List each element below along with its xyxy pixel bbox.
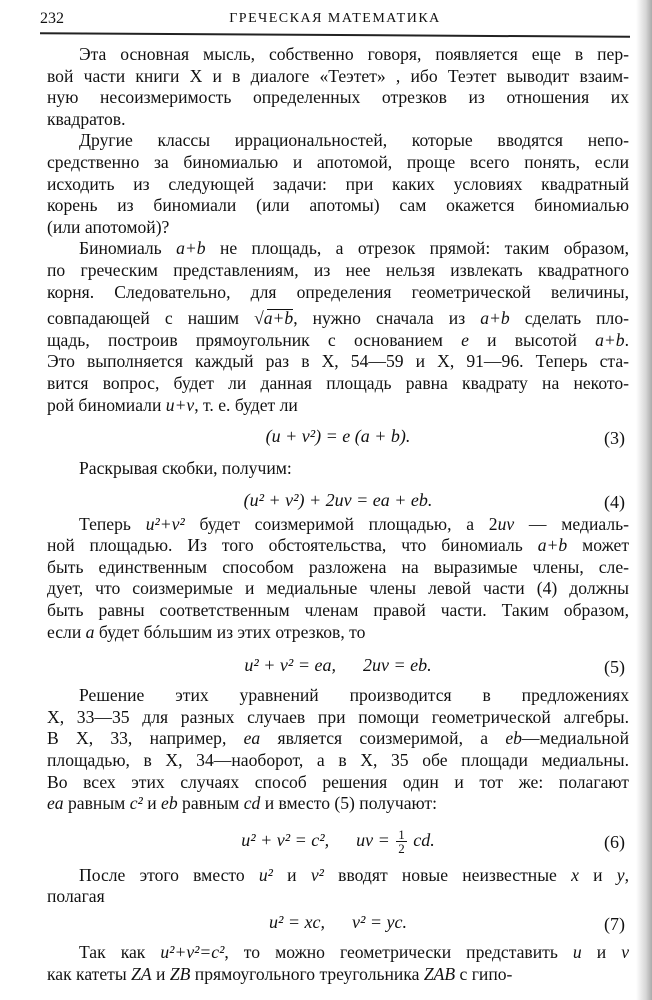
equation-expr: u² = xc, v² = yc.: [268, 912, 408, 932]
equation-number: (7): [604, 914, 625, 934]
header-rule: [40, 32, 630, 38]
text-run: и: [142, 793, 162, 814]
text-run: квадратов.: [47, 108, 126, 129]
text-run: и: [272, 864, 311, 885]
text-line: [47, 195, 629, 217]
text-line: [47, 373, 629, 395]
text-line: [47, 395, 629, 417]
text-run: , то можно геометрически представить: [224, 942, 573, 962]
text-line: [47, 514, 629, 536]
math-inline: ZA: [131, 963, 152, 984]
text-run: по греческим представлениям, из нее нельзя извлекать квадратного: [47, 259, 629, 280]
equation-number: (5): [604, 657, 625, 678]
fraction: [396, 828, 407, 855]
text-line: [47, 44, 629, 66]
math-inline: u²: [258, 864, 273, 885]
text-run: и: [151, 963, 170, 984]
text-run: вводят новые неизвестные: [323, 864, 572, 885]
math-inline: eb: [505, 728, 522, 749]
text-run: и вместо (5) получают:: [260, 793, 438, 814]
text-line: [47, 750, 629, 772]
text-line: [47, 330, 629, 352]
square-root-expression: √a+b: [254, 308, 294, 329]
text-line: [47, 458, 629, 480]
math-inline: u²+v²: [145, 513, 185, 534]
text-run: X, 33—35 для разных случаев при помощи геометрической алгебры.: [47, 706, 629, 727]
page-binding-shadow: [636, 0, 652, 1000]
paragraph: [47, 514, 629, 644]
math-inline: eb: [161, 793, 178, 814]
math-inline: u²+v²=c²: [160, 942, 225, 962]
math-inline: x: [571, 864, 579, 885]
text-run: Во всех этих случаях способ решения один и тот же: полагают: [47, 771, 629, 792]
text-run: равным: [177, 793, 244, 814]
text-run: может: [567, 535, 630, 556]
text-line: [47, 66, 629, 88]
text-run: прямоугольного треугольника: [190, 963, 424, 984]
text-run: Решение этих уравнений производится в предложениях: [79, 685, 629, 706]
math-inline: a+b: [480, 308, 510, 329]
text-run: .: [624, 329, 629, 350]
text-run: После этого вместо: [79, 864, 259, 885]
math-inline: a: [85, 621, 95, 642]
text-line: [47, 535, 629, 557]
text-run: средственно за биномиалью и апотомой, проще всего понять, если: [47, 151, 629, 172]
page-number: 232: [40, 10, 64, 27]
text-run: полагая: [47, 886, 105, 907]
paragraph: [47, 865, 629, 908]
fraction-denominator: 2: [398, 841, 405, 857]
text-run: (или апотомой)?: [47, 216, 170, 237]
equation-number: (6): [604, 831, 625, 852]
text-run: ,: [624, 864, 629, 885]
text-line: [47, 865, 629, 887]
text-run: вится вопрос, будет ли данная площадь равна квадрату на некото-: [47, 372, 629, 393]
equation-6: [47, 823, 629, 857]
text-run: дует, что соизмеримые и медиальные члены левой части (4) должны: [47, 578, 629, 599]
equation-number: (3): [604, 428, 625, 449]
text-line: [47, 217, 629, 239]
paragraph: [47, 685, 629, 815]
math-inline: ZB: [169, 963, 191, 984]
equation-7: [47, 908, 629, 936]
math-inline: e: [461, 329, 469, 350]
text-line: [47, 303, 629, 330]
math-inline: uv: [497, 513, 515, 534]
math-inline: v²: [310, 864, 324, 885]
text-run: рой биномиали: [47, 394, 166, 415]
equation-5: [47, 651, 629, 679]
math-inline: c²: [129, 793, 143, 814]
paragraph: [47, 238, 629, 416]
equation-expr: u² + v² = ea, 2uv = eb.: [244, 655, 432, 676]
math-inline: y: [616, 864, 625, 885]
text-run: с гипо-: [455, 963, 513, 984]
text-run: Биномиаль: [79, 238, 177, 259]
math-inline: u+v: [165, 394, 195, 415]
text-run: как катеты: [47, 963, 132, 984]
text-run: не площадь, а отрезок прямой: таким образом,: [205, 238, 629, 259]
paragraph: [47, 942, 629, 985]
equation-3: [47, 422, 629, 450]
math-inline: v: [621, 942, 629, 962]
text-run: щадь, построив прямоугольник с основанием: [47, 329, 462, 350]
text-run: площадью, в X, 34—наоборот, а в X, 35 обе площади медиальны.: [47, 750, 629, 771]
text-run: исходить из следующей задачи: при каких условиях квадратный: [47, 173, 629, 194]
text-line: [47, 622, 629, 644]
text-line: [47, 109, 629, 131]
text-run: и: [581, 942, 622, 962]
paragraph: [47, 44, 629, 130]
equation-number: (4): [604, 491, 625, 512]
text-run: является соизмеримой, а: [260, 728, 506, 749]
text-run: и: [578, 864, 617, 885]
text-line: [47, 600, 629, 622]
text-run: Эта основная мысль, собственно говоря, появляется еще в пер-: [79, 44, 629, 64]
running-title: ГРЕЧЕСКАЯ МАТЕМАТИКА: [229, 11, 441, 26]
equation-4: [47, 486, 629, 514]
text-line: [47, 87, 629, 109]
equation-expr: (u² + v²) + 2uv = ea + eb.: [243, 489, 433, 510]
text-line: [47, 964, 629, 986]
math-inline: ea: [243, 728, 261, 749]
text-run: будет соизмеримой площадью, а 2: [184, 513, 498, 534]
text-run: вой части книги X и в диалоге «Теэтет» , ибо Теэтет выводит взаим-: [47, 65, 629, 86]
text-run: Это выполняется каждый раз в X, 54—59 и X, 91—96. Теперь ста-: [47, 351, 629, 372]
text-line: [47, 728, 629, 750]
running-header: [40, 8, 630, 32]
text-run: корня. Следовательно, для определения геометрической величины,: [47, 281, 629, 302]
paragraph: [47, 458, 629, 480]
text-line: [47, 238, 629, 260]
text-line: [47, 351, 629, 373]
text-line: [47, 942, 629, 964]
text-line: [47, 260, 629, 282]
text-run: Другие классы иррациональностей, которые вводятся непо-: [79, 130, 629, 151]
text-run: если: [47, 621, 86, 642]
text-run: быть единственным способом разложена на выразимые члены, сле-: [47, 556, 629, 577]
text-line: [47, 152, 629, 174]
text-run: , нужно сначала из: [293, 308, 481, 329]
text-line: [47, 886, 629, 908]
text-run: совпадающей с нашим: [47, 308, 255, 329]
text-line: [47, 557, 629, 579]
equation-expr: (u + v²) = e (a + b).: [265, 426, 411, 447]
text-line: [47, 707, 629, 729]
text-line: [47, 174, 629, 196]
text-run: Теперь: [79, 513, 146, 534]
text-run: сделать пло-: [509, 308, 629, 329]
equation-expr-left: u² + v² = c², uv =: [241, 829, 395, 850]
text-run: ную несоизмеримость определенных отрезков из отношения их: [47, 87, 629, 108]
text-line: [47, 685, 629, 707]
math-inline: a+b: [537, 535, 568, 556]
text-run: и высотой: [468, 329, 596, 350]
text-run: Раскрывая скобки, получим:: [79, 458, 292, 479]
equation-expr-right: cd.: [408, 829, 435, 850]
math-inline: u: [572, 942, 582, 962]
text-run: , т. е. будет ли: [194, 394, 298, 415]
text-line: [47, 282, 629, 304]
text-run: — медиаль-: [514, 513, 629, 534]
math-inline: a+b: [595, 329, 625, 350]
page-body: [47, 44, 629, 985]
math-inline: a+b: [176, 238, 206, 259]
text-run: Так как: [79, 942, 161, 962]
text-run: быть равны соответственным членам правой части. Таким образом,: [47, 600, 629, 621]
paragraph: [47, 130, 629, 238]
text-line: [47, 793, 629, 815]
text-line: [47, 130, 629, 152]
fraction-numerator: 1: [398, 827, 405, 843]
text-run: ной площадью. Из того обстоятельства, что биномиаль: [47, 535, 538, 556]
text-run: —медиальной: [521, 728, 629, 749]
text-run: В X, 33, например,: [47, 728, 244, 749]
text-run: будет бóльшим из этих отрезков, то: [94, 621, 366, 642]
text-run: равным: [63, 793, 130, 814]
math-inline: ea: [47, 793, 64, 814]
text-line: [47, 578, 629, 600]
math-inline: ZAB: [423, 963, 456, 984]
math-inline: cd: [243, 793, 261, 814]
text-line: [47, 772, 629, 794]
text-run: корень из биномиали (или апотомы) сам окажется биномиалью: [47, 195, 629, 216]
